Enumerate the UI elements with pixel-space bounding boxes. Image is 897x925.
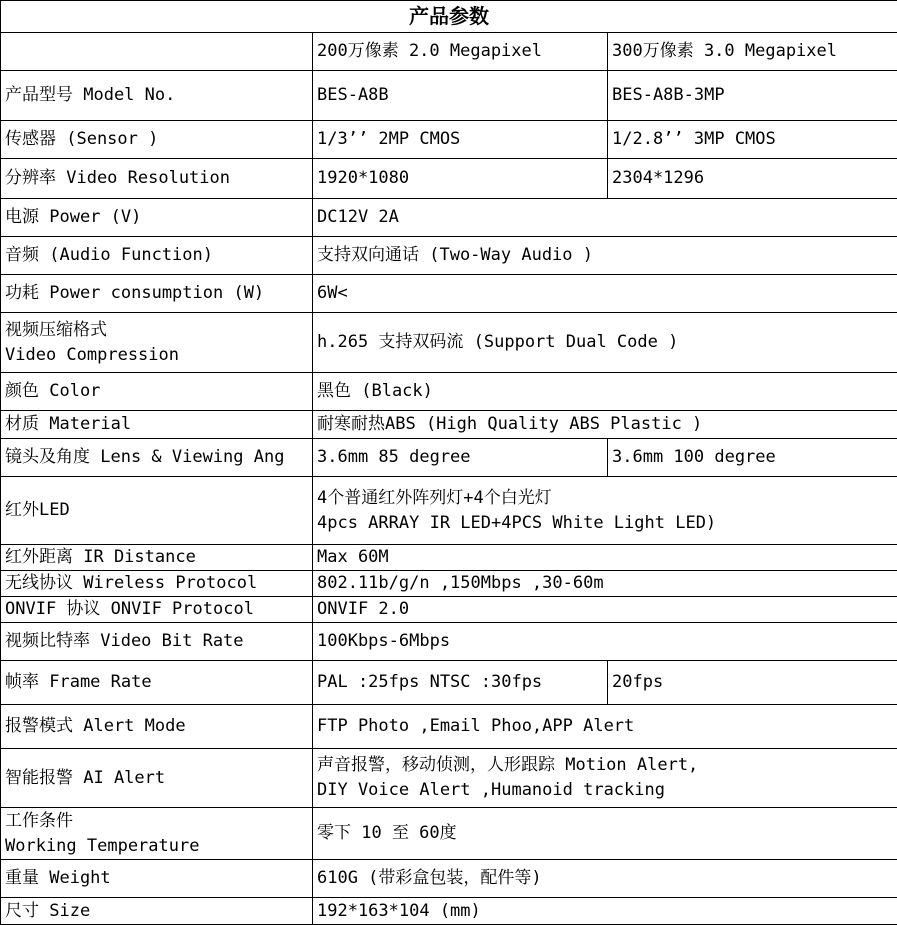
row-label: 智能报警 AI Alert (1, 749, 313, 808)
row-label: 功耗 Power consumption (W) (1, 275, 313, 313)
row-value-line2: 4pcs ARRAY IR LED+4PCS White Light LED) (317, 511, 897, 536)
table-row (1, 275, 897, 313)
row-value (313, 477, 897, 545)
table-row (1, 237, 897, 275)
table-row (1, 121, 897, 159)
row-label: 重量 Weight (1, 860, 313, 898)
row-value: 支持双向通话 (Two-Way Audio ) (313, 237, 897, 275)
row-value: 610G (带彩盒包装，配件等) (313, 860, 897, 898)
row-label: 红外LED (1, 477, 313, 545)
row-value: 802.11b/g/n ,150Mbps ,30-60m (313, 571, 897, 597)
row-value: 零下 10 至 60度 (313, 808, 897, 860)
table-row (1, 808, 897, 860)
row-label-line1: 工作条件 (5, 809, 312, 834)
row-label: 电源 Power (V) (1, 199, 313, 237)
header-2mp: 200万像素 2.0 Megapixel (313, 33, 608, 71)
row-label: 材质 Material (1, 411, 313, 439)
table-row (1, 71, 897, 121)
table-row (1, 623, 897, 661)
table-row (1, 313, 897, 373)
table-row (1, 199, 897, 237)
table-row (1, 411, 897, 439)
row-value-3mp: 3.6mm 100 degree (608, 439, 897, 477)
row-value: 192*163*104 (mm) (313, 898, 897, 925)
row-label: 音频 (Audio Function) (1, 237, 313, 275)
row-value-2mp: BES-A8B (313, 71, 608, 121)
row-label: 视频比特率 Video Bit Rate (1, 623, 313, 661)
row-label: ONVIF 协议 ONVIF Protocol (1, 597, 313, 623)
row-label (1, 313, 313, 373)
row-value: ONVIF 2.0 (313, 597, 897, 623)
table-row (1, 860, 897, 898)
row-value: FTP Photo ,Email Phoo,APP Alert (313, 705, 897, 749)
row-label-line2: Working Temperature (5, 834, 312, 859)
row-value-2mp: PAL :25fps NTSC :30fps (313, 661, 608, 705)
row-value: h.265 支持双码流 (Support Dual Code ) (313, 313, 897, 373)
row-label: 帧率 Frame Rate (1, 661, 313, 705)
table-row (1, 373, 897, 411)
table-row (1, 705, 897, 749)
row-value-line1: 4个普通红外阵列灯+4个白光灯 (317, 486, 897, 511)
table-row (1, 749, 897, 808)
table-header-row (1, 33, 897, 71)
row-label: 分辨率 Video Resolution (1, 159, 313, 199)
table-row (1, 159, 897, 199)
row-label: 尺寸 Size (1, 898, 313, 925)
row-value: 耐寒耐热ABS (High Quality ABS Plastic ) (313, 411, 897, 439)
row-value-2mp: 1/3’’ 2MP CMOS (313, 121, 608, 159)
row-value-3mp: 2304*1296 (608, 159, 897, 199)
row-value-3mp: 1/2.8’’ 3MP CMOS (608, 121, 897, 159)
table-row (1, 545, 897, 571)
row-label: 颜色 Color (1, 373, 313, 411)
row-value-2mp: 1920*1080 (313, 159, 608, 199)
table-row (1, 597, 897, 623)
row-label-line2: Video Compression (5, 343, 312, 368)
table-title: 产品参数 (1, 1, 897, 33)
row-label (1, 808, 313, 860)
row-label-line1: 视频压缩格式 (5, 318, 312, 343)
row-label: 镜头及角度 Lens & Viewing Ang (1, 439, 313, 477)
row-value-3mp: BES-A8B-3MP (608, 71, 897, 121)
row-value: 100Kbps-6Mbps (313, 623, 897, 661)
row-value-3mp: 20fps (608, 661, 897, 705)
table-row (1, 439, 897, 477)
row-label: 传感器 (Sensor ) (1, 121, 313, 159)
row-value-line2: DIY Voice Alert ,Humanoid tracking (317, 778, 897, 803)
row-label: 报警模式 Alert Mode (1, 705, 313, 749)
row-label: 无线协议 Wireless Protocol (1, 571, 313, 597)
table-row (1, 898, 897, 925)
row-value-2mp: 3.6mm 85 degree (313, 439, 608, 477)
row-value: 黑色 (Black) (313, 373, 897, 411)
row-label: 红外距离 IR Distance (1, 545, 313, 571)
row-value: DC12V 2A (313, 199, 897, 237)
row-value-line1: 声音报警，移动侦测，人形跟踪 Motion Alert, (317, 753, 897, 778)
table-row (1, 477, 897, 545)
row-value: 6W< (313, 275, 897, 313)
table-row (1, 661, 897, 705)
row-value (313, 749, 897, 808)
row-label: 产品型号 Model No. (1, 71, 313, 121)
header-3mp: 300万像素 3.0 Megapixel (608, 33, 897, 71)
table-row (1, 571, 897, 597)
header-empty-cell (1, 33, 313, 71)
table-title-row (1, 1, 897, 33)
row-value: Max 60M (313, 545, 897, 571)
